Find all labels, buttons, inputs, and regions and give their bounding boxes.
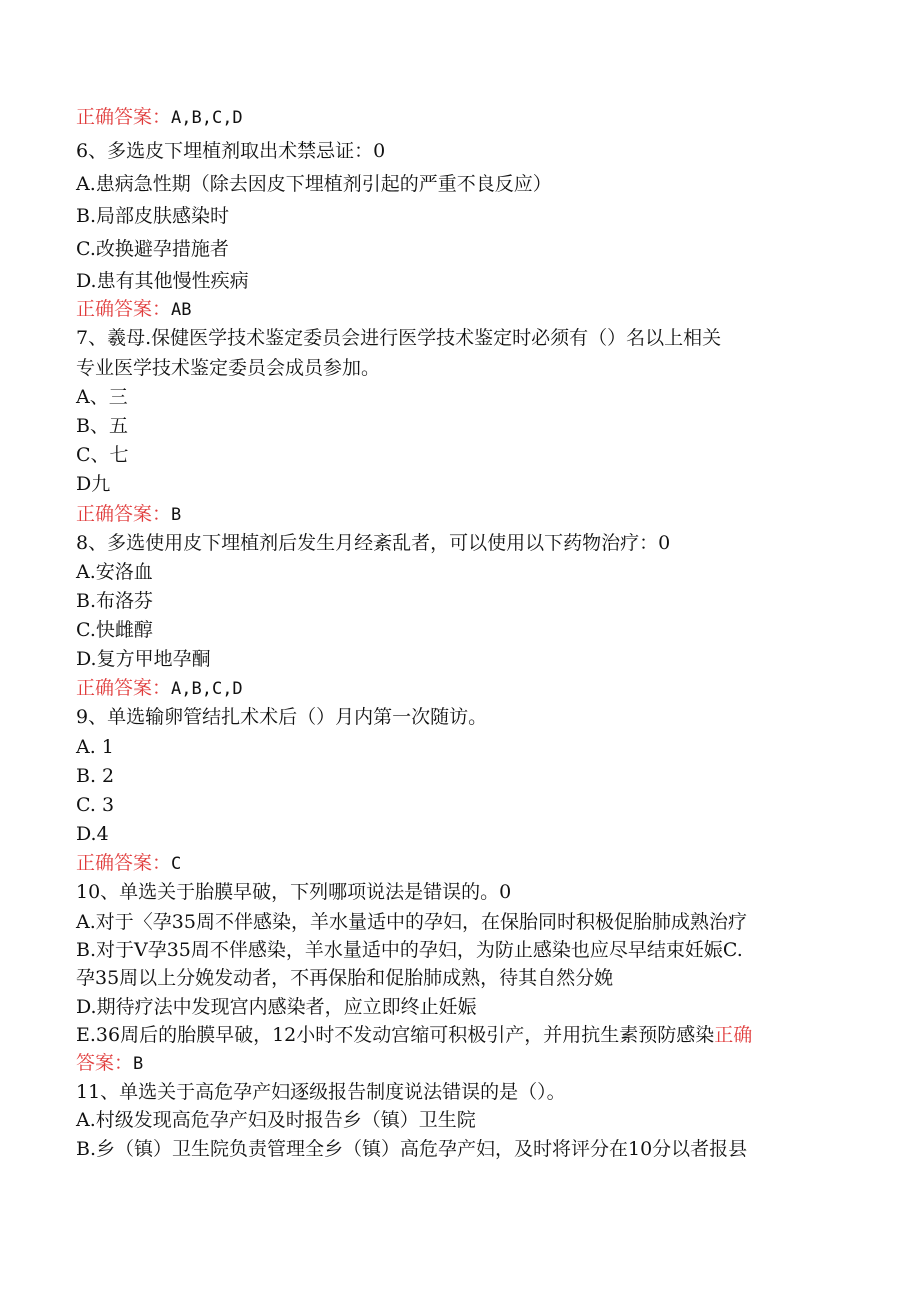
question-9: 9、单选输卵管结扎术术后（）月内第一次随访。	[76, 706, 488, 728]
answer-line-q5	[76, 105, 243, 130]
option-a: A.对于〈孕35周不伴感染，羊水量适中的孕妇，在保胎同时积极促胎肺成熟治疗	[76, 911, 747, 933]
question-7-line-1: 7、羲母.保健医学技术鉴定委员会进行医学技术鉴定时必须有（）名以上相关	[76, 327, 722, 349]
option-c: C. 3	[76, 794, 115, 816]
option-d: D九	[76, 473, 111, 495]
option-b: B.对于V孕35周不伴感染，羊水量适中的孕妇，为防止感染也应尽早结束妊娠C.	[76, 939, 743, 961]
question-6: 6、多选皮下埋植剂取出术禁忌证：0	[76, 140, 386, 162]
answer-line-q10	[76, 1051, 143, 1076]
option-c: C、七	[76, 444, 129, 466]
answer-line-q6	[76, 297, 192, 322]
option-d: D.期待疗法中发现宫内感染者，应立即终止妊娠	[76, 996, 477, 1018]
option-a: A、三	[76, 386, 128, 408]
answer-label: 正确答案：	[76, 677, 172, 699]
answer-value: A,B,C,D	[171, 108, 243, 128]
question-7-line-2: 专业医学技术鉴定委员会成员参加。	[76, 357, 381, 379]
answer-label-part1: 正确	[714, 1024, 753, 1046]
answer-label: 正确答案：	[76, 503, 172, 525]
option-c-continued: 孕35周以上分娩发动者，不再保胎和促胎肺成熟，待其自然分娩	[76, 967, 614, 989]
option-d: D.复方甲地孕酮	[76, 648, 211, 670]
option-b: B.乡（镇）卫生院负责管理全乡（镇）高危孕产妇，及时将评分在10分以者报县	[76, 1138, 748, 1160]
answer-value: B	[171, 505, 182, 525]
option-e	[76, 1023, 752, 1047]
option-a: A.患病急性期（除去因皮下埋植剂引起的严重不良反应）	[76, 173, 552, 195]
option-e-text: E.36周后的胎膜早破，12小时不发动宫缩可积极引产，并用抗生素预防感染	[76, 1024, 715, 1046]
answer-label: 正确答案：	[76, 852, 172, 874]
answer-value: B	[133, 1054, 144, 1074]
option-b: B、五	[76, 415, 128, 437]
option-d: D.患有其他慢性疾病	[76, 270, 249, 292]
answer-line-q9	[76, 851, 181, 876]
option-d: D.4	[76, 823, 109, 845]
answer-line-q8	[76, 676, 243, 701]
answer-label: 正确答案：	[76, 298, 172, 320]
question-10: 10、单选关于胎膜早破，下列哪项说法是错误的。0	[76, 881, 512, 903]
question-11: 11、单选关于高危孕产妇逐级报告制度说法错误的是（）。	[76, 1081, 566, 1103]
question-8: 8、多选使用皮下埋植剂后发生月经紊乱者，可以使用以下药物治疗：0	[76, 532, 671, 554]
option-a: A.安洛血	[76, 561, 153, 583]
answer-line-q7	[76, 502, 181, 527]
option-b: B.布洛芬	[76, 590, 154, 612]
answer-label-part2: 答案：	[76, 1052, 134, 1074]
answer-value: A,B,C,D	[171, 679, 243, 699]
answer-value: AB	[171, 300, 192, 320]
option-b: B. 2	[76, 765, 115, 787]
option-c: C.快雌醇	[76, 619, 153, 641]
option-b: B.局部皮肤感染时	[76, 205, 230, 227]
option-a: A. 1	[76, 736, 114, 758]
answer-value: C	[171, 854, 182, 874]
option-a: A.村级发现高危孕产妇及时报告乡（镇）卫生院	[76, 1109, 476, 1131]
answer-label: 正确答案：	[76, 106, 172, 128]
option-c: C.改换避孕措施者	[76, 238, 229, 260]
